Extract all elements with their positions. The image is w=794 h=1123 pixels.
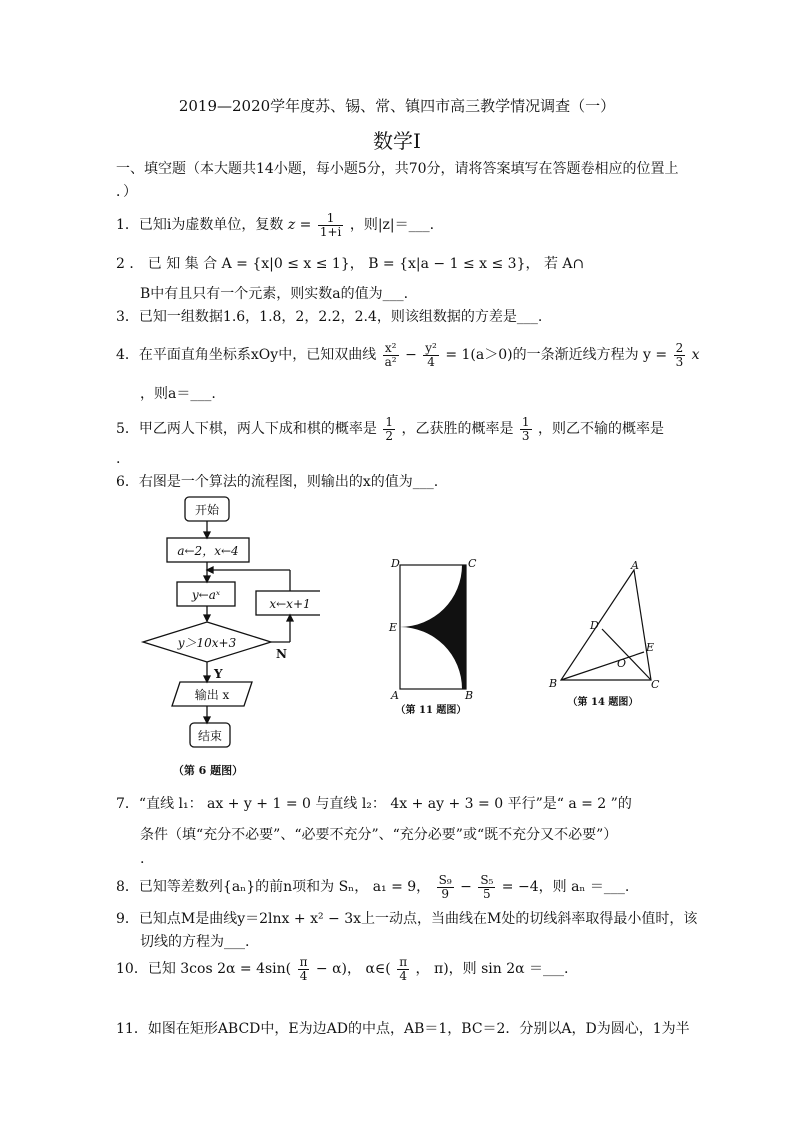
q4-x: x xyxy=(691,347,700,363)
q10-f2-den: 4 xyxy=(399,968,407,983)
q5-mid: ，乙获胜的概率是 xyxy=(401,421,514,437)
fig11-shaded-region xyxy=(400,565,466,689)
q8-f1-num: S₉ xyxy=(438,872,452,887)
q10-f1-den: 4 xyxy=(299,968,308,983)
fig14-segment-dc xyxy=(602,629,651,680)
question-10 xyxy=(116,954,569,984)
section-heading: 一、填空题（本大题共14小题，每小题5分，共70分，请将答案填写在答题卷相应的位置上 xyxy=(116,161,679,177)
question-4 xyxy=(116,340,700,370)
fig11-label-c: C xyxy=(468,557,477,570)
q1-tail: ，则|z|＝___. xyxy=(349,217,435,233)
fig14-label-a: A xyxy=(631,559,639,572)
fig11-label-e: E xyxy=(389,621,398,634)
q8-fraction-1 xyxy=(437,874,454,901)
fig14-triangle xyxy=(561,570,651,680)
q4-f1-num: x² xyxy=(383,342,399,356)
q5-tail: ，则乙不输的概率是 xyxy=(538,421,664,437)
fig14-label-d: D xyxy=(590,619,599,632)
q4-fraction-3 xyxy=(674,342,686,369)
question-9: 9．已知点M是曲线y＝2lnx + x² − 3x上一动点，当曲线在M处的切线斜率取得最小值时，该 xyxy=(116,911,698,927)
flow-init-label: a←2，x←4 xyxy=(177,544,239,558)
fig11-label-a: A xyxy=(391,689,399,702)
q10-fraction-1 xyxy=(298,956,310,983)
q8-f2-den: 5 xyxy=(483,886,491,901)
q4-f2-num: y² xyxy=(425,340,437,355)
q10-fraction-2 xyxy=(397,956,409,983)
question-6: 6．右图是一个算法的流程图，则输出的x的值为___. xyxy=(116,474,439,490)
q5-fraction-1 xyxy=(383,416,395,443)
q8-f1-den: 9 xyxy=(441,886,449,901)
q4-f3-den: 3 xyxy=(675,354,684,369)
q5-text: 5．甲乙两人下棋，两人下成和棋的概率是 xyxy=(116,421,377,437)
flow-assign-label: y←aˣ xyxy=(191,588,221,602)
q5-f2-num: 1 xyxy=(521,414,530,429)
q1-frac-den: 1+i xyxy=(319,224,342,239)
q1-frac-num: 1 xyxy=(318,212,344,226)
figure-14 xyxy=(545,557,665,717)
question-7-end: . xyxy=(140,851,145,867)
q1-var: z = xyxy=(287,217,312,233)
question-5-cont: . xyxy=(116,451,121,467)
q4-minus: − xyxy=(405,347,417,363)
flow-update-label: x←x+1 xyxy=(269,597,311,611)
q4-mid-text: = 1(a＞0)的一条渐近线方程为 y = xyxy=(445,347,668,363)
subject-title: 数学Ⅰ xyxy=(373,129,421,153)
q4-f1-den: a² xyxy=(384,354,397,369)
q8-f2-num: S₅ xyxy=(480,872,494,887)
fig14-label-o: O xyxy=(617,657,627,670)
section-heading-cont: ．） xyxy=(116,184,137,200)
q5-f1-num: 1 xyxy=(385,414,393,429)
q1-fraction xyxy=(318,212,344,239)
fig14-label-e: E xyxy=(646,641,655,654)
flowchart-figure xyxy=(140,492,320,782)
question-7-cont: 条件（填“充分不必要”、“必要不充分”、“充分必要”或“既不充分又不必要”） xyxy=(140,827,618,843)
flow-no-label: N xyxy=(276,647,287,661)
q1-text: 1．已知i为虚数单位，复数 xyxy=(116,217,284,233)
question-5 xyxy=(116,414,664,444)
q10-f2-num: π xyxy=(399,954,408,969)
fig14-label-b: B xyxy=(549,677,558,690)
fig11-caption: （第 11 题图） xyxy=(395,705,467,716)
flow-caption: （第 6 题图） xyxy=(172,764,244,777)
q5-f1-den: 2 xyxy=(385,428,393,443)
q10-f1-num: π xyxy=(299,954,308,969)
q5-f2-den: 3 xyxy=(521,428,530,443)
q10-tail: ， π)，则 sin 2α ＝___. xyxy=(415,961,569,977)
fig14-segment-be xyxy=(561,652,644,680)
question-9-cont: 切线的方程为___. xyxy=(140,934,250,950)
flow-output-label: 输出 x xyxy=(194,688,230,702)
figure-11 xyxy=(385,555,485,720)
question-4-cont: ，则a＝___. xyxy=(140,386,216,402)
question-11: 11．如图在矩形ABCD中，E为边AD的中点，AB＝1，BC＝2．分别以A，D为圆心，1为半 xyxy=(116,1021,690,1037)
question-3: 3．已知一组数据1.6，1.8，2，2.2，2.4，则该组数据的方差是___. xyxy=(116,309,543,325)
q4-f3-num: 2 xyxy=(675,340,684,355)
q4-f2-den: 4 xyxy=(427,354,435,369)
exam-title: 2019—2020学年度苏、锡、常、镇四市高三教学情况调查（一） xyxy=(178,97,616,115)
q10-mid: − α)， α∈( xyxy=(315,961,391,977)
fig11-label-d: D xyxy=(391,557,400,570)
q4-text: 4．在平面直角坐标系xOy中，已知双曲线 xyxy=(116,347,377,363)
flow-yes-label: Y xyxy=(214,667,223,681)
flow-condition-label: y＞10x+3 xyxy=(177,636,237,650)
question-7: 7．“直线 l₁： ax + y + 1 = 0 与直线 l₂： 4x + ay + 3 = 0 平行”是“ a = 2 ”的 xyxy=(116,796,632,812)
question-2: 2 ． 已 知 集 合 A = {x|0 ≤ x ≤ 1}， B = {x|a − 1 ≤ x ≤ 3}， 若 A∩ xyxy=(116,256,585,272)
q10-text: 10．已知 3cos 2α = 4sin( xyxy=(116,961,292,977)
q4-fraction-2 xyxy=(423,342,439,369)
q8-minus: − xyxy=(460,879,472,895)
flow-end-label: 结束 xyxy=(197,729,223,743)
q8-tail: = −4，则 aₙ ＝___. xyxy=(501,879,630,895)
flow-start-label: 开始 xyxy=(194,503,220,517)
question-1 xyxy=(116,210,434,240)
fig11-label-b: B xyxy=(465,689,474,702)
fig14-label-c: C xyxy=(651,678,660,691)
q8-text: 8．已知等差数列{aₙ}的前n项和为 Sₙ， a₁ = 9， xyxy=(116,879,431,895)
question-8 xyxy=(116,872,629,902)
question-2-cont: B中有且只有一个元素，则实数a的值为___. xyxy=(140,286,409,302)
q8-fraction-2 xyxy=(478,874,495,901)
fig14-caption: （第 14 题图） xyxy=(567,697,639,708)
q4-fraction-1 xyxy=(383,342,399,369)
q5-fraction-2 xyxy=(520,416,532,443)
